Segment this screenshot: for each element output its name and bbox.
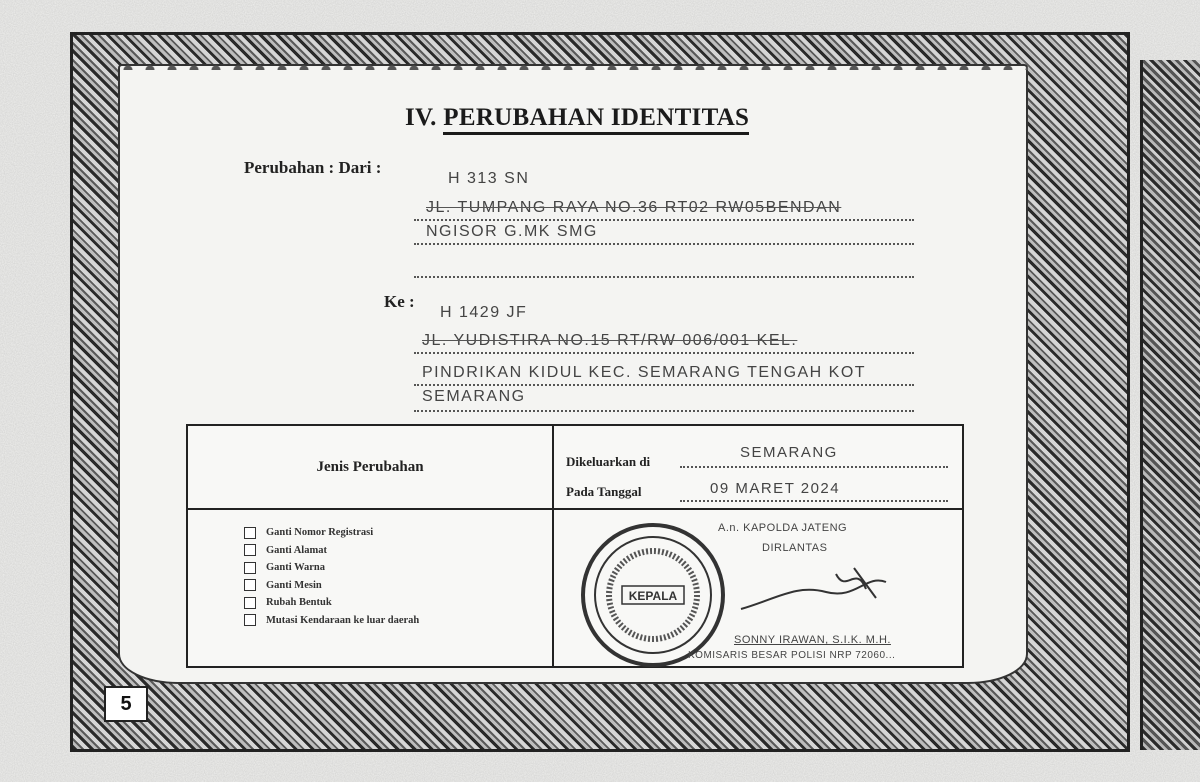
to-line-1 — [414, 352, 914, 354]
change-type-item — [244, 594, 419, 612]
section-title — [405, 104, 749, 132]
issued-at-line — [680, 466, 948, 468]
checkbox[interactable] — [244, 544, 256, 556]
checkbox[interactable] — [244, 527, 256, 539]
seal-label: KEPALA — [628, 589, 678, 603]
section-heading: PERUBAHAN IDENTITAS — [443, 104, 749, 135]
to-line-3 — [414, 410, 914, 412]
table-divider-vertical — [552, 426, 554, 666]
change-type-label: Rubah Bentuk — [266, 597, 332, 609]
from-plate: H 313 SN — [448, 170, 530, 187]
change-type-item — [244, 542, 419, 560]
to-address-line-1: JL. YUDISTIRA NO.15 RT/RW 006/001 KEL. — [422, 332, 798, 349]
adjacent-page-border — [1140, 60, 1200, 750]
signature — [736, 554, 916, 624]
date-value: 09 MARET 2024 — [710, 480, 841, 497]
scalloped-edge — [118, 60, 1028, 70]
to-line-2 — [414, 384, 914, 386]
change-type-label: Mutasi Kendaraan ke luar daerah — [266, 614, 420, 626]
jenis-perubahan-header: Jenis Perubahan — [316, 458, 424, 475]
from-line-1 — [414, 219, 914, 221]
section-numeral: IV. — [405, 104, 437, 131]
from-line-2 — [414, 243, 914, 245]
checkbox[interactable] — [244, 597, 256, 609]
table-divider-horizontal — [188, 508, 962, 510]
from-line-3 — [414, 276, 914, 278]
to-address-line-3: SEMARANG — [422, 388, 526, 405]
date-label: Pada Tanggal — [566, 484, 642, 499]
date-line — [680, 500, 948, 502]
from-address-line-1: JL. TUMPANG RAYA NO.36 RT02 RW05BENDAN — [426, 199, 842, 216]
checkbox[interactable] — [244, 614, 256, 626]
change-type-item — [244, 577, 419, 595]
signer-name: SONNY IRAWAN, S.I.K. M.H. — [734, 634, 891, 646]
issued-at-value: SEMARANG — [740, 444, 838, 461]
change-type-label: Ganti Nomor Registrasi — [266, 527, 374, 539]
official-seal — [578, 520, 728, 670]
checkbox[interactable] — [244, 579, 256, 591]
change-type-item — [244, 559, 419, 577]
change-type-item — [244, 524, 419, 542]
signer-title-2: DIRLANTAS — [762, 542, 828, 554]
signer-rank: KOMISARIS BESAR POLISI NRP 72060... — [688, 650, 896, 661]
to-address-line-2: PINDRIKAN KIDUL KEC. SEMARANG TENGAH KOT — [422, 364, 867, 381]
page-number: 5 — [104, 686, 148, 722]
issued-at-label: Dikeluarkan di — [566, 454, 651, 469]
from-address-line-2: NGISOR G.MK SMG — [426, 223, 598, 240]
to-label: Ke : — [384, 292, 415, 311]
change-type-item — [244, 612, 419, 630]
change-type-list — [244, 524, 419, 629]
checkbox[interactable] — [244, 562, 256, 574]
signer-title-1: A.n. KAPOLDA JATENG — [718, 522, 848, 534]
change-type-label: Ganti Alamat — [266, 544, 327, 556]
to-plate: H 1429 JF — [440, 304, 528, 321]
change-type-label: Ganti Warna — [266, 562, 326, 574]
change-type-label: Ganti Mesin — [266, 579, 322, 591]
change-table — [186, 424, 964, 668]
from-label: Perubahan : Dari : — [244, 158, 382, 177]
